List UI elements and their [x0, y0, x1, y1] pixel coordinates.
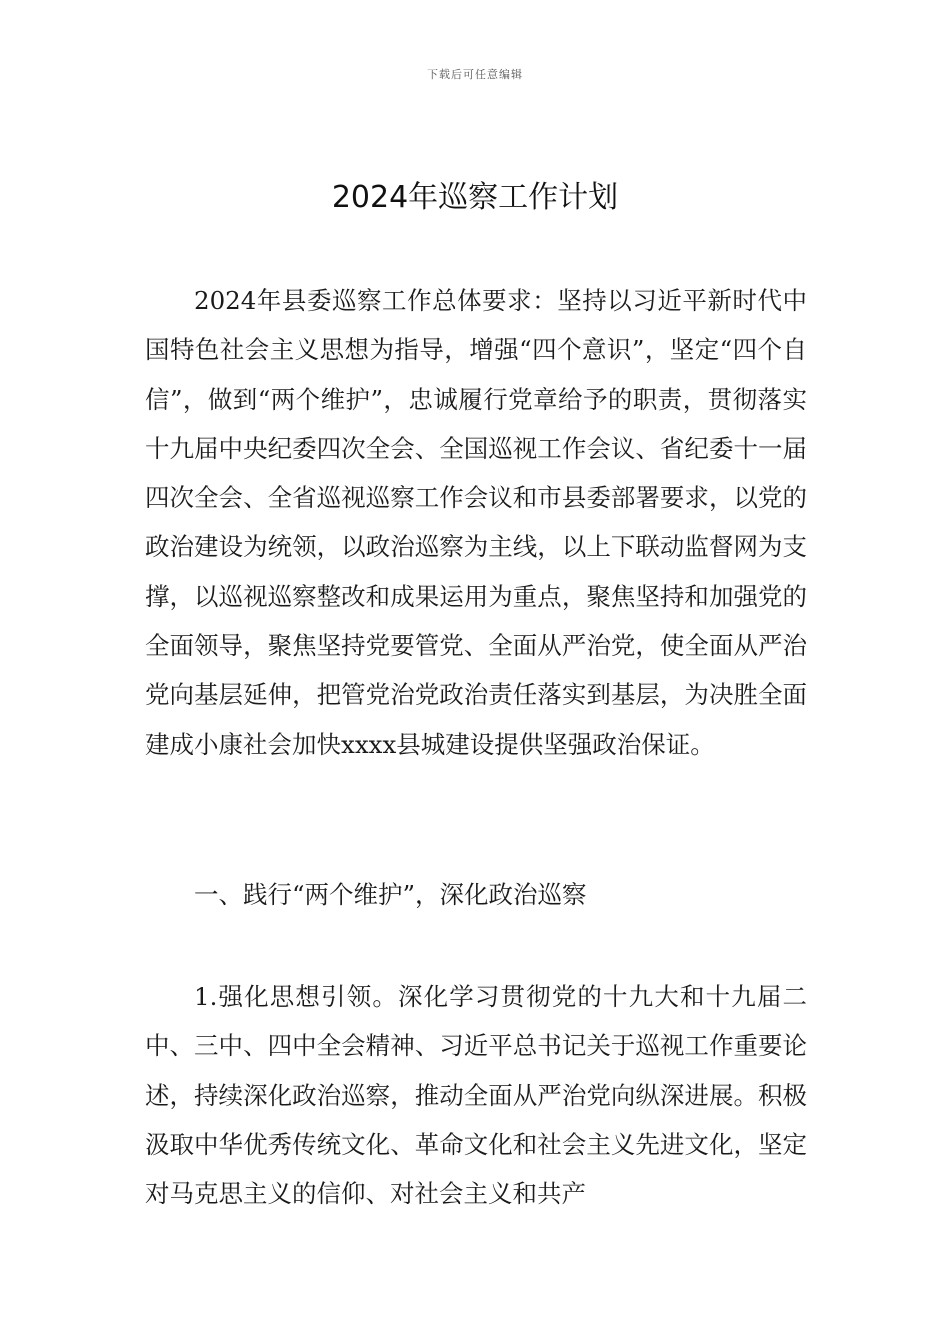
- section-heading: 一、践行“两个维护”，深化政治巡察: [194, 880, 587, 909]
- item-paragraph: 1.强化思想引领。深化学习贯彻党的十九大和十九届二中、三中、四中全会精神、习近平总书记关于巡视工作重要论述，持续深化政治巡察，推动全面从严治党向纵深进展。积极汲取中华优秀传统文化、革命文化和社会主义先进文化，坚定对马克思主义的信仰、对社会主义和共产: [145, 982, 807, 1209]
- intro-paragraph: 2024年县委巡察工作总体要求：坚持以习近平新时代中国特色社会主义思想为指导，增强“四个意识”，坚定“四个自信”，做到“两个维护”，忠诚履行党章给予的职责，贯彻落实十九届中央纪委四次全会、全国巡视工作会议、省纪委十一届四次全会、全省巡视巡察工作会议和市县委部署要求，以党的政治建设为统领，以政治巡察为主线，以上下联动监督网为支撑，以巡视巡察整改和成果运用为重点，聚焦坚持和加强党的全面领导，聚焦坚持党要管党、全面从严治党，使全面从严治党向基层延伸，把管党治党政治责任落实到基层，为决胜全面建成小康社会加快xxxx县城建设提供坚强政治保证。: [145, 286, 807, 759]
- document-title: 2024年巡察工作计划: [331, 180, 619, 215]
- header-note: 下载后可任意编辑: [427, 68, 523, 81]
